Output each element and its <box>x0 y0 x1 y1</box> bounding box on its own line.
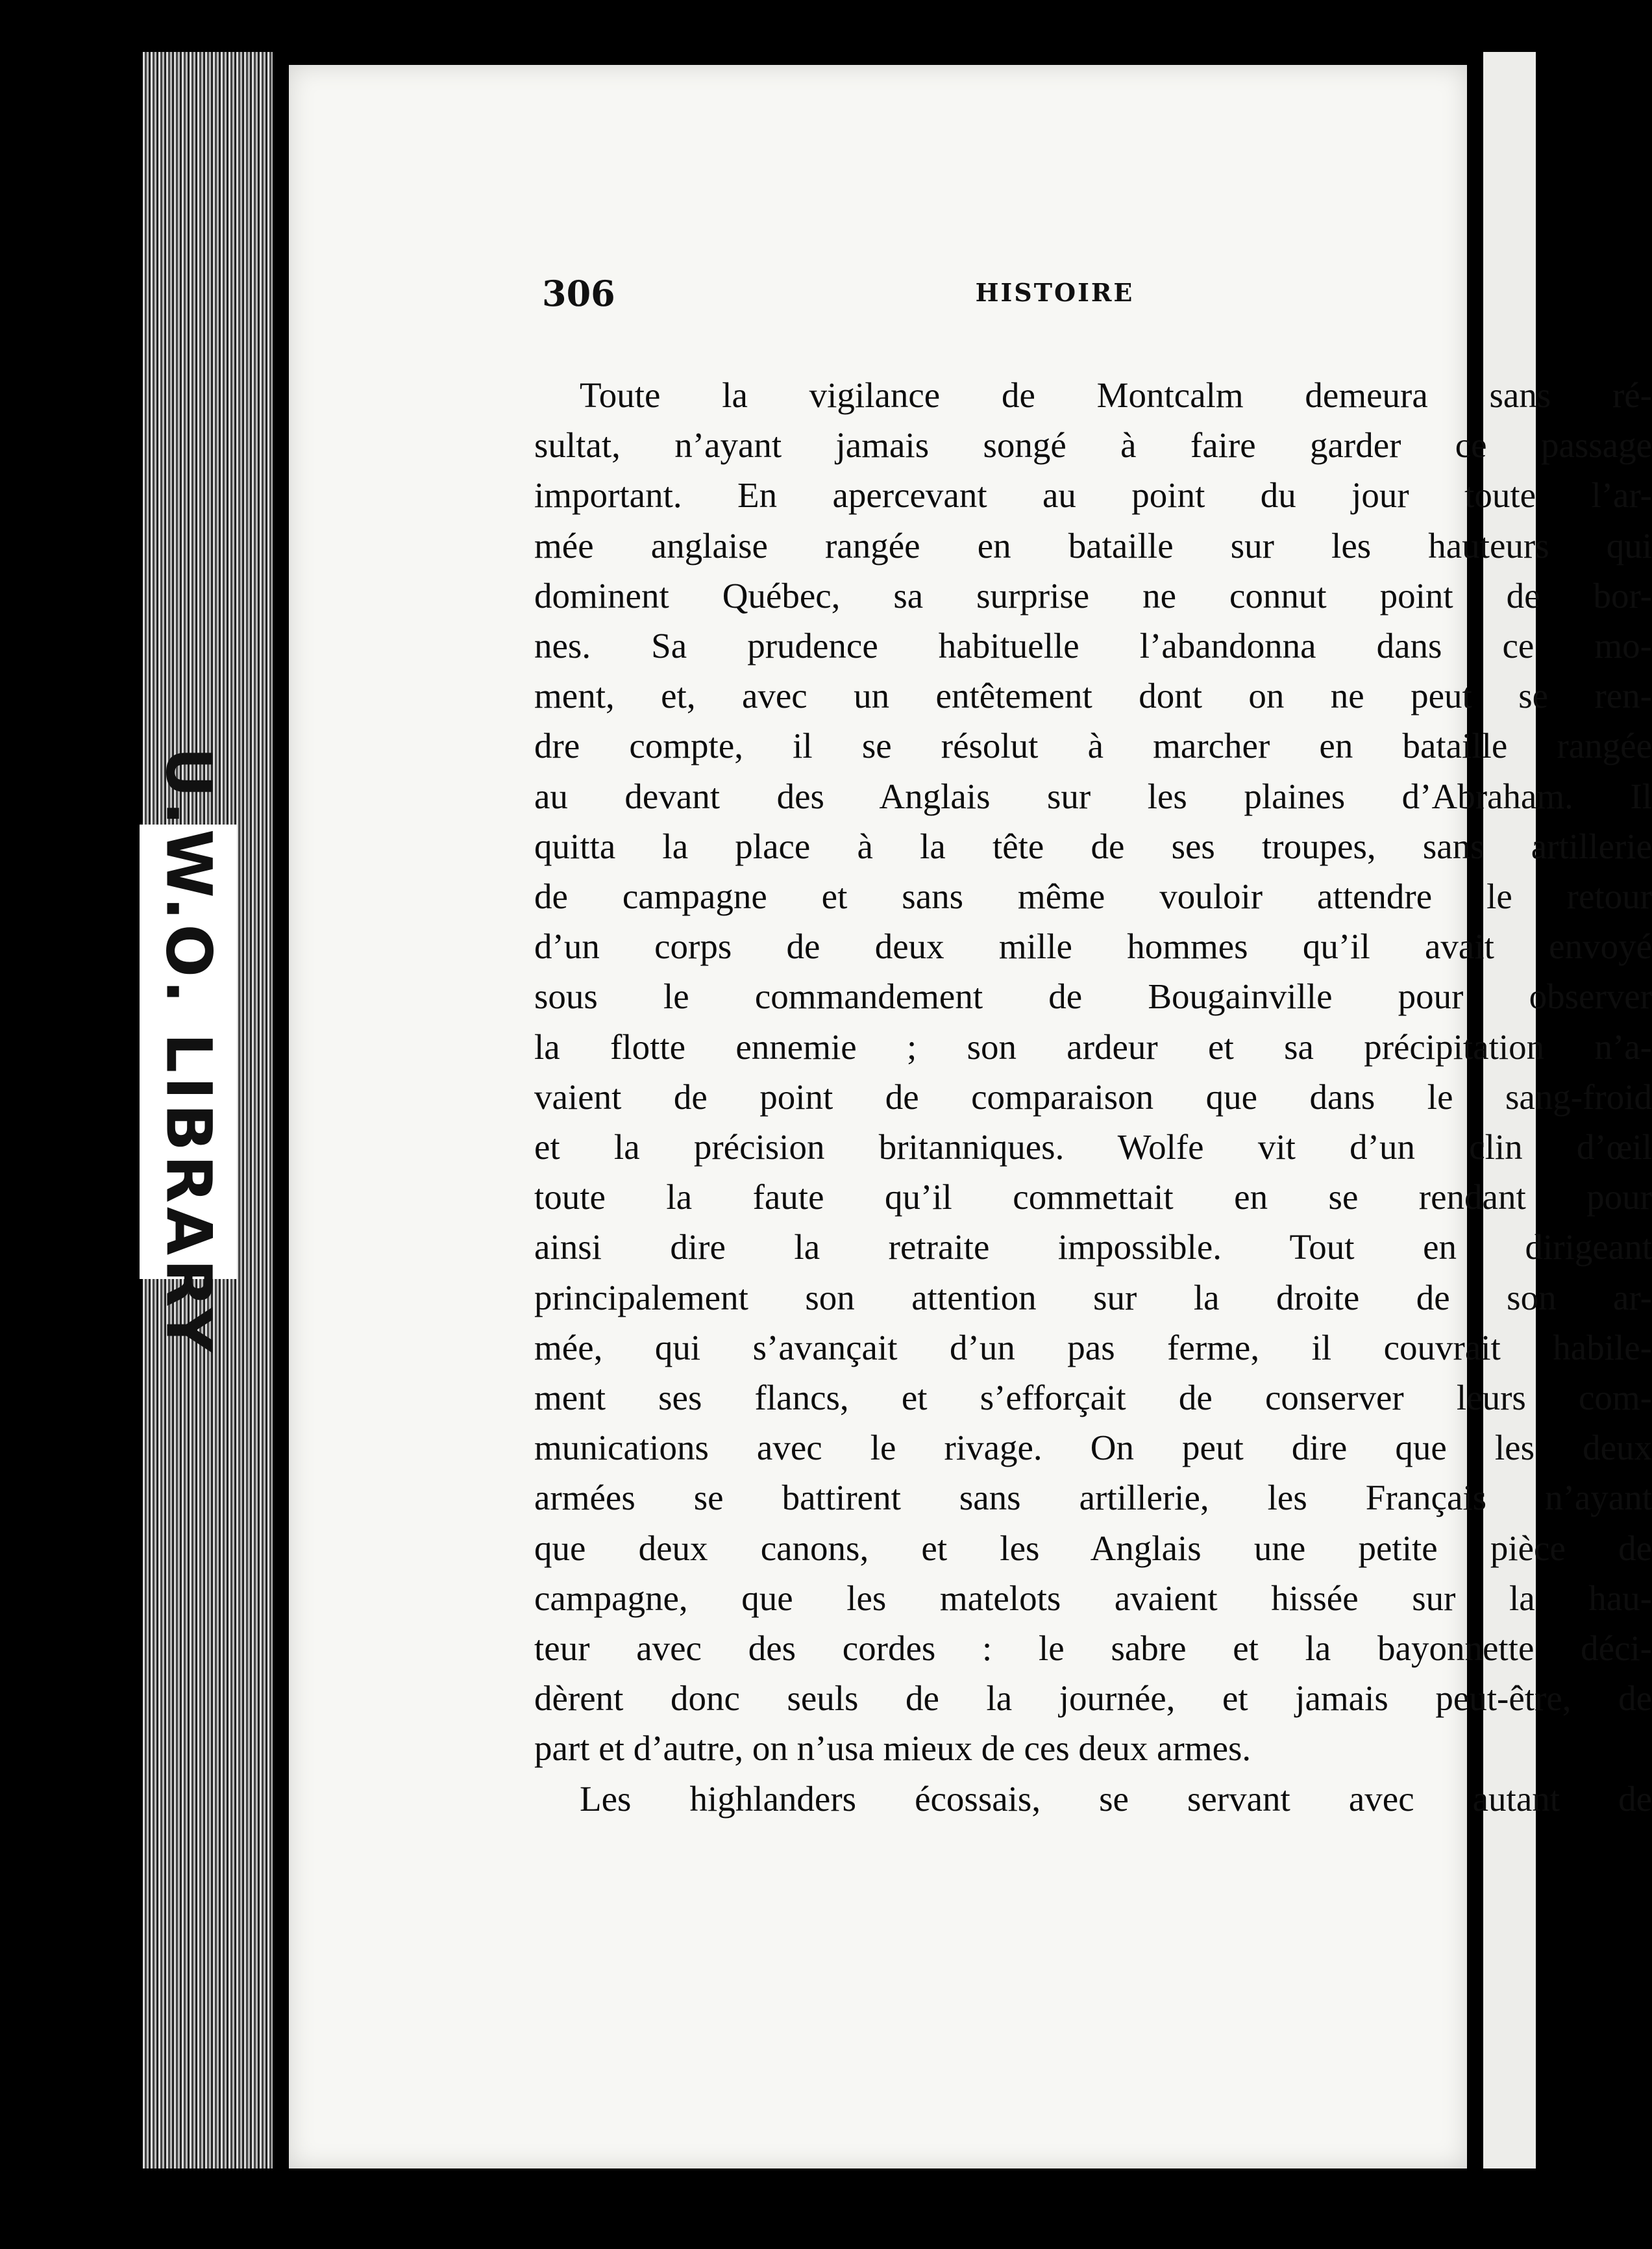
library-stamp <box>140 747 237 1357</box>
text-line: ment ses flancs, et s’efforçait de conserver leurs com- <box>534 1378 1652 1418</box>
text-line: d’un corps de deux mille hommes qu’il avait envoyé <box>534 926 1652 967</box>
text-line: Les highlanders écossais, se servant avec autant de <box>580 1778 1652 1819</box>
text-line: nes. Sa prudence habituelle l’abandonna dans ce mo- <box>534 626 1652 666</box>
text-line: dre compte, il se résolut à marcher en bataille rangée <box>534 726 1652 766</box>
text-line: armées se battirent sans artillerie, les Français n’ayant <box>534 1478 1652 1518</box>
text-line: mée anglaise rangée en bataille sur les hauteurs qui <box>534 525 1652 565</box>
text-line: Toute la vigilance de Montcalm demeura sans ré- <box>580 375 1652 415</box>
text-line: la flotte ennemie ; son ardeur et sa précipitation n’a- <box>534 1026 1652 1067</box>
text-line: et la précision britanniques. Wolfe vit d’un clin d’œil <box>534 1127 1652 1167</box>
text-line: vaient de point de comparaison que dans le sang-froid <box>534 1076 1652 1117</box>
text-line: sultat, n’ayant jamais songé à faire garder ce passage <box>534 425 1652 466</box>
book-page <box>289 65 1652 2168</box>
text-line: principalement son attention sur la droite de son ar- <box>534 1277 1652 1317</box>
running-head <box>542 273 1568 331</box>
library-stamp-text: U.W.O. LIBRARY <box>152 747 225 1357</box>
text-line: teur avec des cordes : le sabre et la bayonnette déci- <box>534 1628 1652 1669</box>
text-line: mée, qui s’avançait d’un pas ferme, il couvrait habile- <box>534 1327 1652 1367</box>
text-line: ment, et, avec un entêtement dont on ne peut se ren- <box>534 676 1652 716</box>
text-line: de campagne et sans même vouloir attendre le retour <box>534 876 1652 917</box>
text-line: quitta la place à la tête de ses troupes, sans artillerie <box>534 826 1652 866</box>
text-line: toute la faute qu’il commettait en se rendant pour <box>534 1177 1652 1217</box>
text-line: dèrent donc seuls de la journée, et jamais peut-être, de <box>534 1678 1652 1719</box>
text-line: dominent Québec, sa surprise ne connut point de bor- <box>534 575 1652 615</box>
body-text <box>534 370 1652 1824</box>
text-line: important. En apercevant au point du jour toute l’ar- <box>534 475 1652 516</box>
text-line: munications avec le rivage. On peut dire que les deux <box>534 1428 1652 1468</box>
text-line: que deux canons, et les Anglais une petite pièce de <box>534 1528 1652 1568</box>
text-line: au devant des Anglais sur les plaines d’Abraham. Il <box>534 776 1652 816</box>
text-line: ainsi dire la retraite impossible. Tout en dirigeant <box>534 1227 1652 1267</box>
running-title: HISTOIRE <box>975 278 1135 307</box>
text-line: sous le commandement de Bougainville pour observer <box>534 976 1652 1017</box>
text-line: part et d’autre, on n’usa mieux de ces deux armes. <box>534 1728 1251 1769</box>
page-number: 306 <box>542 273 615 314</box>
text-line: campagne, que les matelots avaient hissée sur la hau- <box>534 1578 1652 1618</box>
